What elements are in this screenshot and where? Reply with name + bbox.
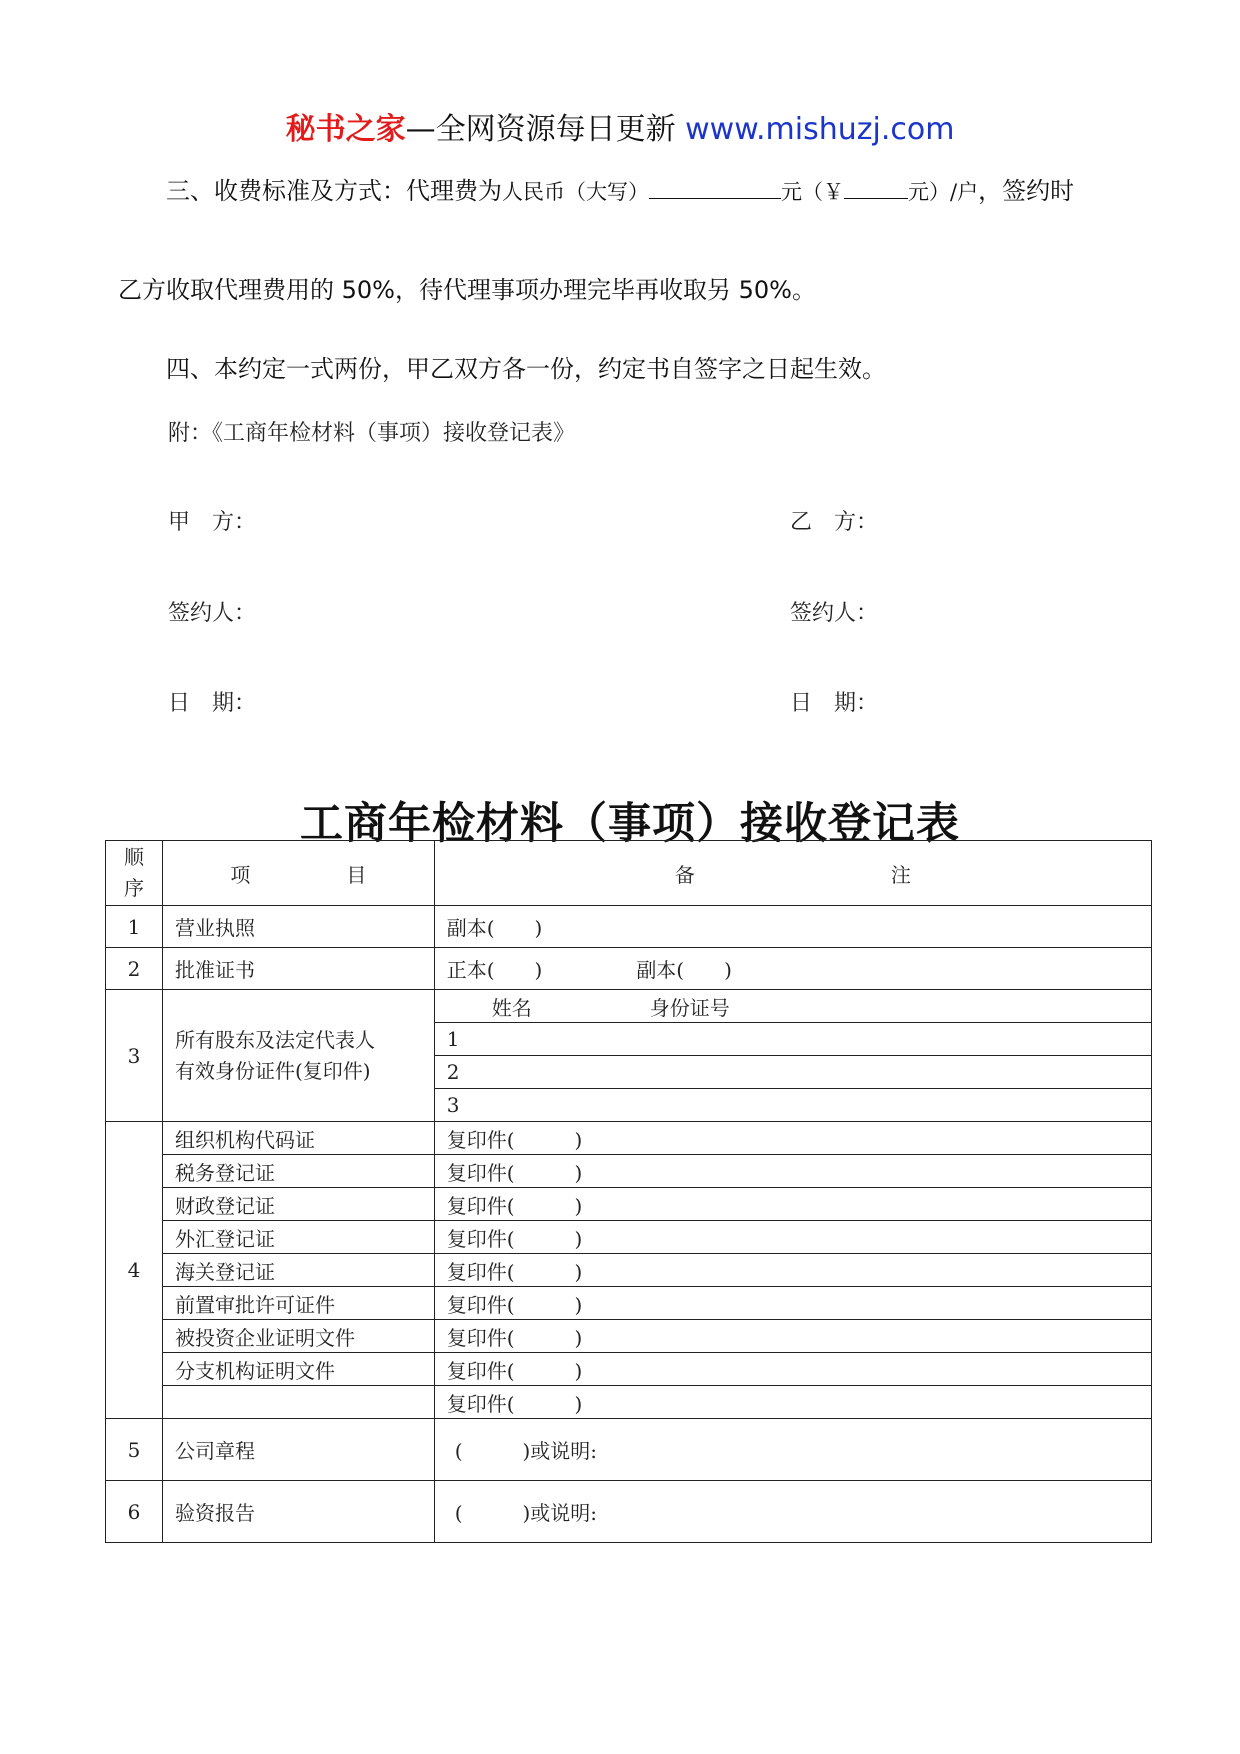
registration-table — [105, 840, 1152, 1543]
row-2-duplicate-copy: 副本( ) — [636, 958, 732, 982]
clause-3-line-2: 乙方收取代理费用的 50%，待代理事项办理完毕再收取另 50%。 — [118, 276, 816, 304]
row-4-note-7[interactable]: 复印件( ) — [434, 1320, 1151, 1353]
amount-words-blank[interactable] — [649, 178, 781, 199]
row-1-seq: 1 — [106, 906, 163, 948]
header-note-char-1: 备 — [674, 862, 695, 887]
row-4-item-8: 分支机构证明文件 — [162, 1353, 434, 1386]
row-4-note-9[interactable]: 复印件( ) — [434, 1386, 1151, 1419]
row-5-seq: 5 — [106, 1419, 163, 1481]
header-note — [434, 841, 1151, 906]
row-3-entry-2[interactable]: 2 — [434, 1056, 1151, 1089]
table-row — [106, 1320, 1152, 1353]
row-4-note-2[interactable]: 复印件( ) — [434, 1155, 1151, 1188]
clause-3-lead: 三、收费标准及方式：代理费为 — [166, 177, 502, 205]
row-4-note-8[interactable]: 复印件( ) — [434, 1353, 1151, 1386]
header-item-char-2: 目 — [346, 862, 367, 887]
row-6-item: 验资报告 — [162, 1481, 434, 1543]
row-3-seq: 3 — [106, 990, 163, 1122]
table-row — [106, 1353, 1152, 1386]
row-3-item-line-2: 有效身份证件(复印件) — [174, 1058, 371, 1083]
date-b-label: 日 期： — [790, 691, 879, 716]
row-2-item: 批准证书 — [162, 948, 434, 990]
date-a-label: 日 期： — [168, 691, 257, 716]
party-a-label: 甲 方： — [168, 510, 257, 535]
row-4-note-1[interactable]: 复印件( ) — [434, 1122, 1151, 1155]
row-3-subheader — [434, 990, 1151, 1023]
row-2-seq: 2 — [106, 948, 163, 990]
row-4-item-2: 税务登记证 — [162, 1155, 434, 1188]
table-row — [106, 990, 1152, 1023]
header-item-char-1: 项 — [230, 862, 251, 887]
row-5-note[interactable]: ( )或说明: — [434, 1419, 1151, 1481]
row-3-item-line-1: 所有股东及法定代表人 — [174, 1027, 375, 1052]
header-item — [162, 841, 434, 906]
table-row — [106, 1122, 1152, 1155]
header-note-char-2: 注 — [890, 862, 911, 887]
clause-3-currency-label: 人民币（大写） — [502, 180, 649, 204]
site-header — [0, 104, 1240, 148]
row-4-note-5[interactable]: 复印件( ) — [434, 1254, 1151, 1287]
table-row — [106, 1188, 1152, 1221]
table-row — [106, 1287, 1152, 1320]
clause-3-line-1 — [166, 171, 1074, 206]
brand-name: 秘书之家 — [285, 112, 406, 147]
row-3-entry-1[interactable]: 1 — [434, 1023, 1151, 1056]
header-tagline: —全网资源每日更新 — [405, 112, 686, 147]
header-seq — [106, 841, 163, 906]
row-3-entry-3[interactable]: 3 — [434, 1089, 1151, 1122]
table-row — [106, 1254, 1152, 1287]
row-4-item-9 — [162, 1386, 434, 1419]
row-1-item: 营业执照 — [162, 906, 434, 948]
row-4-item-4: 外汇登记证 — [162, 1221, 434, 1254]
clause-4: 四、本约定一式两份，甲乙双方各一份，约定书自签字之日起生效。 — [166, 355, 886, 383]
row-5-item: 公司章程 — [162, 1419, 434, 1481]
row-4-note-4[interactable]: 复印件( ) — [434, 1221, 1151, 1254]
table-row — [106, 1155, 1152, 1188]
row-4-item-1: 组织机构代码证 — [162, 1122, 434, 1155]
clause-3-yuan-label: 元（￥ — [781, 180, 844, 204]
row-3-id-header: 身份证号 — [649, 995, 730, 1020]
row-4-note-6[interactable]: 复印件( ) — [434, 1287, 1151, 1320]
party-b-label: 乙 方： — [790, 510, 879, 535]
row-2-note[interactable] — [434, 948, 1151, 990]
row-2-original-copy: 正本( ) — [446, 958, 543, 982]
clause-3-tail: ，签约时 — [978, 177, 1075, 205]
row-6-note[interactable]: ( )或说明: — [434, 1481, 1151, 1543]
row-4-item-5: 海关登记证 — [162, 1254, 434, 1287]
signer-b-label: 签约人： — [790, 601, 879, 626]
form-title: 工商年检材料（事项）接收登记表 — [300, 799, 960, 849]
table-row — [106, 1419, 1152, 1481]
site-url-link[interactable]: www.mishuzj.com — [685, 112, 955, 147]
amount-number-blank[interactable] — [844, 178, 908, 199]
header-seq-label: 顺序 — [123, 845, 144, 900]
row-4-item-6: 前置审批许可证件 — [162, 1287, 434, 1320]
table-header-row — [106, 841, 1152, 906]
table-row — [106, 948, 1152, 990]
table-row — [106, 1386, 1152, 1419]
signer-a-label: 签约人： — [168, 601, 257, 626]
row-4-item-3: 财政登记证 — [162, 1188, 434, 1221]
row-6-seq: 6 — [106, 1481, 163, 1543]
row-3-item — [162, 990, 434, 1122]
row-3-name-header: 姓名 — [491, 995, 532, 1020]
table-row — [106, 1481, 1152, 1543]
clause-3-per-household: 元）/户 — [908, 180, 979, 204]
row-4-note-3[interactable]: 复印件( ) — [434, 1188, 1151, 1221]
row-4-seq: 4 — [106, 1122, 163, 1419]
table-row — [106, 906, 1152, 948]
table-row — [106, 1221, 1152, 1254]
row-1-note[interactable]: 副本( ) — [434, 906, 1151, 948]
attachment-note: 附：《工商年检材料（事项）接收登记表》 — [168, 421, 576, 446]
row-4-item-7: 被投资企业证明文件 — [162, 1320, 434, 1353]
